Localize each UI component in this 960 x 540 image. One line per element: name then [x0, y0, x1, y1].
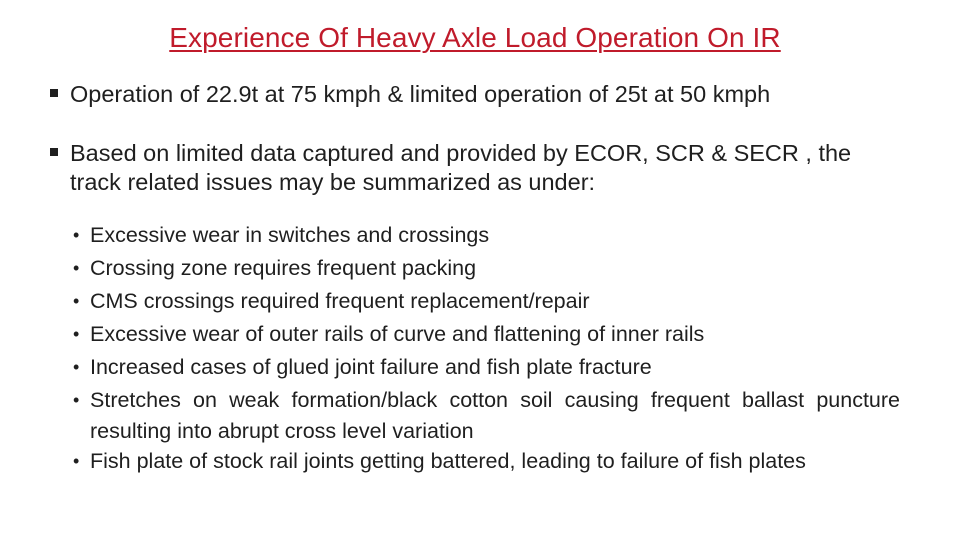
bullet-icon: • — [73, 451, 80, 471]
bullet-icon: • — [73, 225, 80, 245]
bullet-icon: • — [73, 291, 80, 311]
list-item-text: Fish plate of stock rail joints getting battered, leading to failure of fish plates — [90, 449, 806, 473]
bullet-icon: • — [73, 258, 80, 278]
bullet-icon: • — [73, 324, 80, 344]
bullet-icon: • — [73, 390, 80, 410]
list-item-text: Excessive wear in switches and crossings — [90, 223, 490, 247]
slide-title: Experience Of Heavy Axle Load Operation On IR — [169, 22, 781, 53]
bullet-icon: • — [73, 357, 80, 377]
square-bullet-icon — [50, 89, 58, 97]
list-item-text: CMS crossings required frequent replacement/repair — [90, 289, 590, 313]
list-item-text: Stretches on weak formation/black cotton soil causing frequent ballast puncture resulting into abrupt cross level variation — [90, 388, 900, 443]
list-item-text: Increased cases of glued joint failure and fish plate fracture — [90, 355, 652, 379]
list-item-text: Excessive wear of outer rails of curve and flattening of inner rails — [90, 322, 705, 346]
square-bullet-icon — [50, 148, 58, 156]
list-item-text: Crossing zone requires frequent packing — [90, 256, 477, 280]
main-point-text: Operation of 22.9t at 75 kmph & limited operation of 25t at 50 kmph — [70, 81, 771, 107]
main-point-text: Based on limited data captured and provided by ECOR, SCR & SECR , the track related issues may be summarized as under: — [70, 140, 852, 195]
